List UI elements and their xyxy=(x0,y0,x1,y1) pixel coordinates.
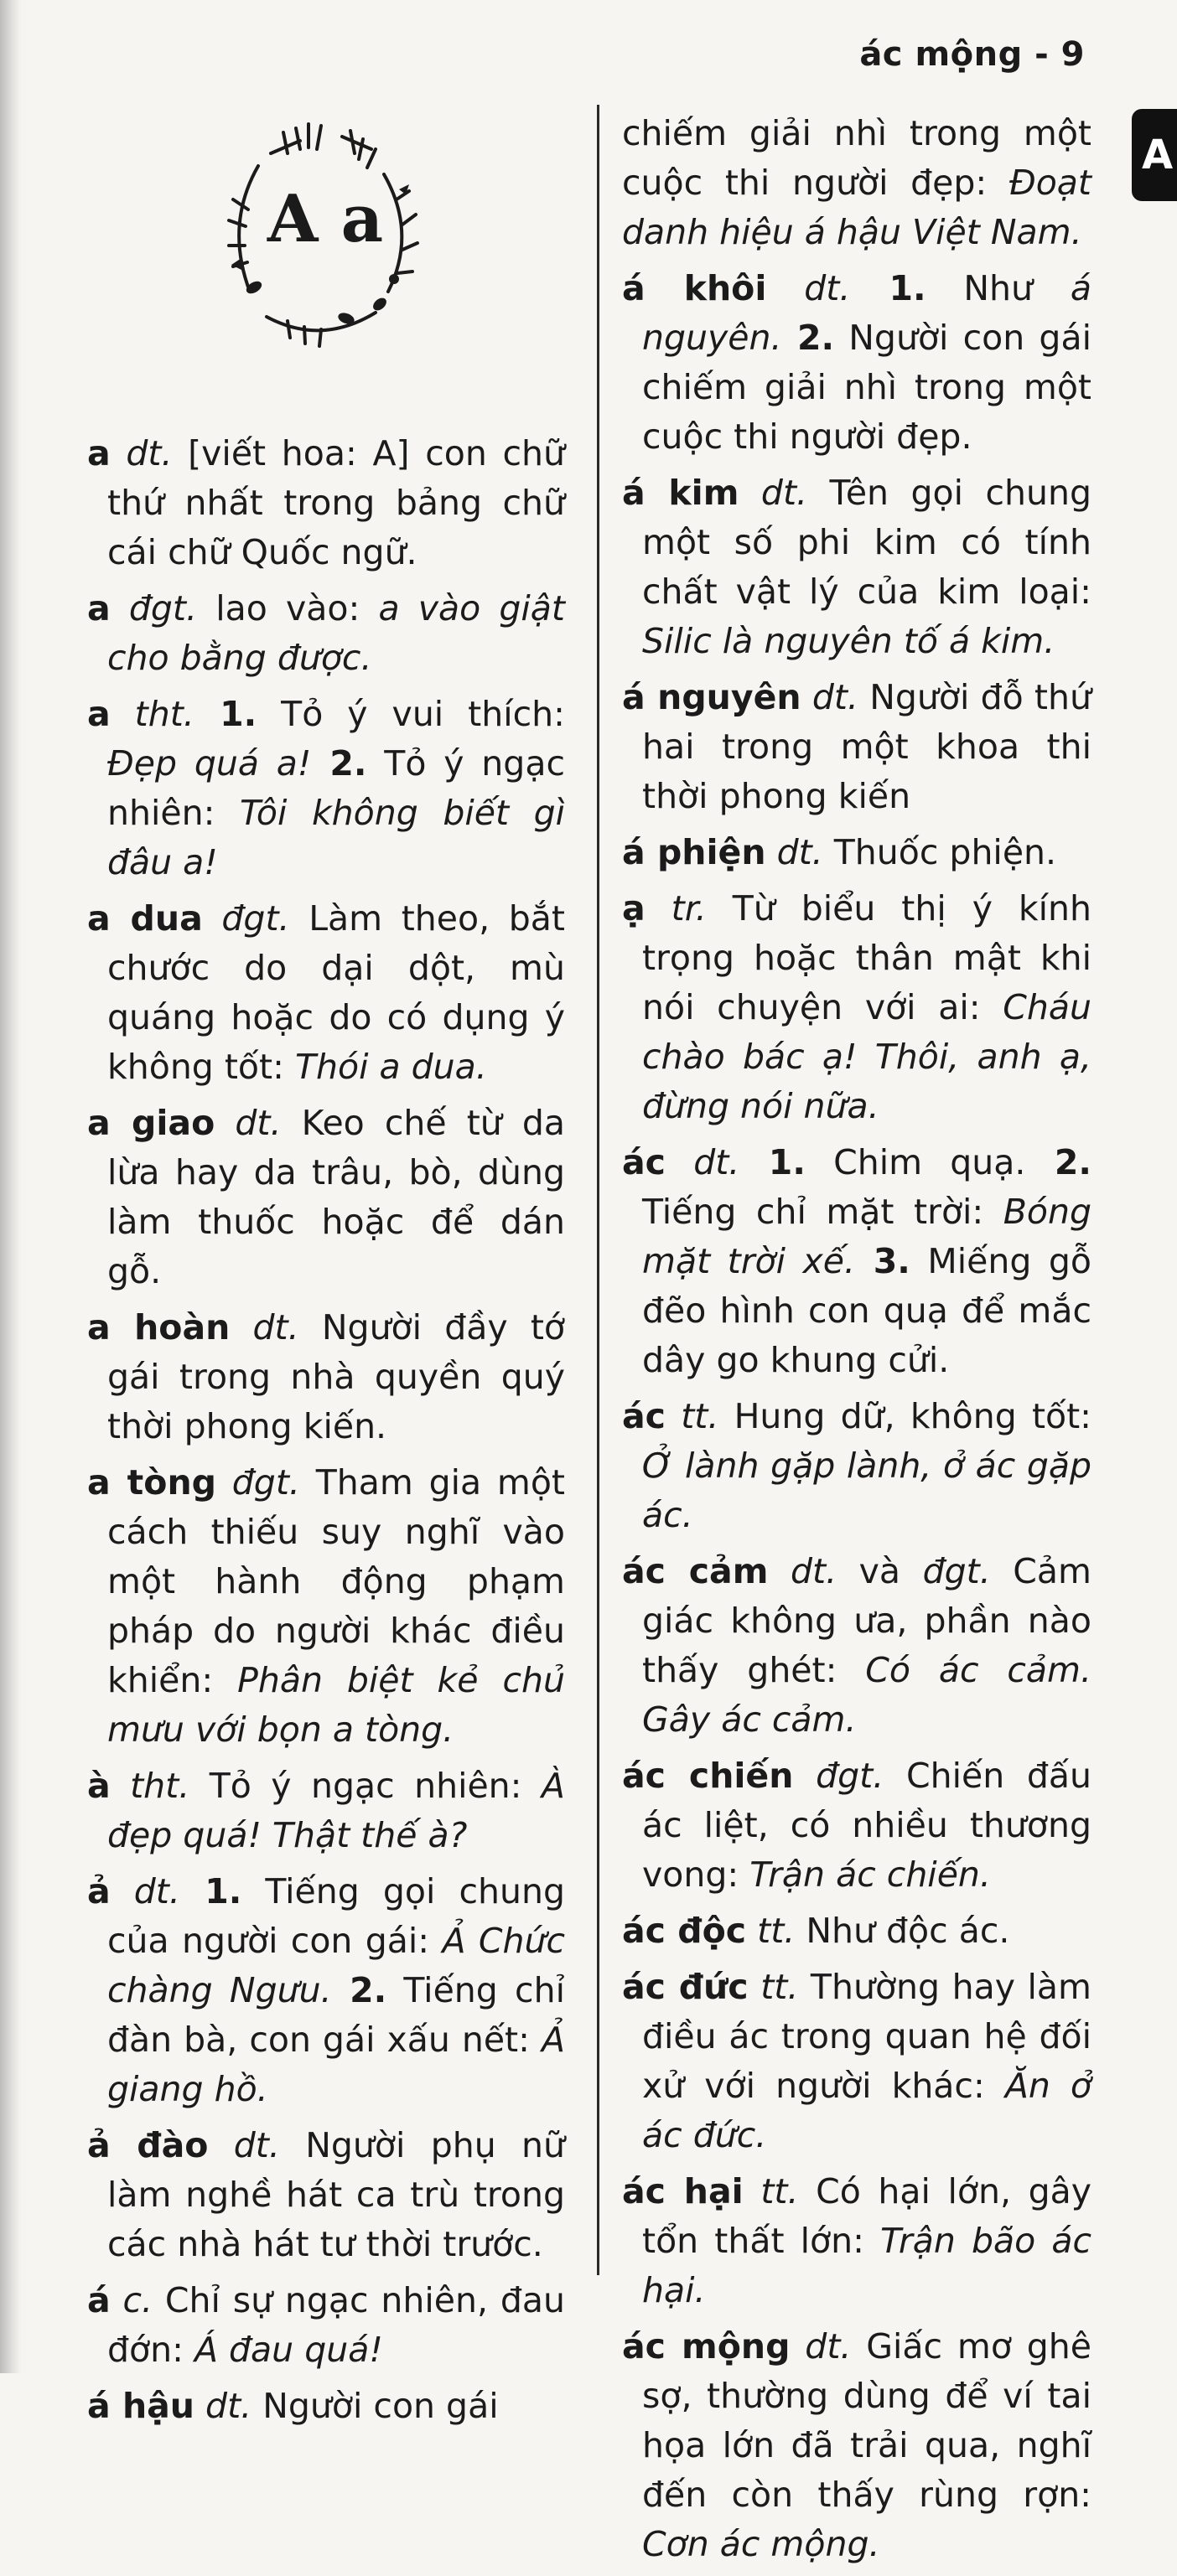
sense-number: 3. xyxy=(855,1241,910,1281)
definition: [viết hoa: A] con chữ thứ nhất trong bảng chữ cái chữ Quốc ngữ. xyxy=(107,433,565,572)
part-of-speech: tt. xyxy=(681,1396,719,1436)
headword: ác độc xyxy=(622,1911,747,1951)
entry xyxy=(622,2167,1091,2315)
entry xyxy=(87,1458,565,1755)
headword: a xyxy=(87,588,111,628)
entry xyxy=(87,584,565,683)
example: Bóng mặt trời xế. xyxy=(642,1192,1091,1281)
entry xyxy=(622,1906,1091,1956)
part-of-speech: dt. xyxy=(205,2386,252,2426)
headword: á khôi xyxy=(622,268,767,308)
headword: ạ xyxy=(622,888,646,928)
definition: Tiếng chỉ đàn bà, con gái xấu nết: xyxy=(107,1970,565,2060)
example: Silic là nguyên tố á kim. xyxy=(642,621,1055,661)
example: Phân biệt kẻ chủ mưu với bọn a tòng. xyxy=(107,1660,565,1750)
headword: a hoàn xyxy=(87,1307,231,1347)
definition: Làm theo, bắt chước do dại dột, mù quáng hoặc do có dụng ý không tốt: xyxy=(107,898,565,1087)
right-column xyxy=(622,109,1091,2576)
part-of-speech: dt. xyxy=(252,1307,299,1347)
left-column xyxy=(87,429,565,2438)
definition: Người con gái xyxy=(251,2386,499,2426)
sense-number: 2. xyxy=(781,318,835,358)
definition: Người con gái chiếm giải nhì trong một cuộc thi người đẹp. xyxy=(642,318,1091,457)
part-of-speech: tr. xyxy=(671,888,707,928)
headword: ác đức xyxy=(622,1967,749,2007)
part-of-speech: đgt. xyxy=(221,898,290,939)
entry xyxy=(622,884,1091,1131)
part-of-speech: dt. xyxy=(693,1142,740,1182)
sense-number: 2. xyxy=(331,1970,387,2010)
part-of-speech: tt. xyxy=(757,1911,796,1951)
entry xyxy=(87,429,565,577)
sense-number: 1. xyxy=(194,694,257,734)
entry xyxy=(622,2322,1091,2569)
entry xyxy=(87,1867,565,2114)
example: Cơn ác mộng. xyxy=(642,2524,880,2564)
part-of-speech: dt. xyxy=(804,268,851,308)
emblem-letters: A a xyxy=(267,181,384,257)
entry xyxy=(622,828,1091,877)
part-of-speech: dt. xyxy=(126,433,173,473)
headword: ác xyxy=(622,1142,666,1182)
example: Ở lành gặp lành, ở ác gặp ác. xyxy=(642,1446,1091,1535)
entry xyxy=(622,1547,1091,1745)
headword: á xyxy=(87,2280,111,2320)
part-of-speech: c. xyxy=(122,2280,153,2320)
headword: ác xyxy=(622,1396,666,1436)
entry xyxy=(87,2276,565,2375)
headword: ả đào xyxy=(87,2125,209,2165)
entry xyxy=(87,1303,565,1451)
definition: Tiếng chỉ mặt trời: xyxy=(642,1192,1003,1232)
entry xyxy=(622,468,1091,666)
example: Thói a dua. xyxy=(294,1047,487,1087)
definition: Tiếng gọi chung của người con gái: xyxy=(107,1871,565,1961)
definition: và xyxy=(837,1551,923,1591)
definition: Chim quạ. xyxy=(805,1142,1026,1182)
headword: a dua xyxy=(87,898,203,939)
sense-number: 1. xyxy=(179,1871,242,1911)
entry xyxy=(87,2121,565,2269)
definition: Miếng gỗ đẽo hình con quạ để mắc dây go khung cửi. xyxy=(642,1241,1091,1380)
part-of-speech: tt. xyxy=(760,1967,799,2007)
example: Trận bão ác hại. xyxy=(642,2221,1092,2310)
definition: Người phụ nữ làm nghề hát ca trù trong các nhà hát tư thời trước. xyxy=(107,2125,565,2264)
headword: á hậu xyxy=(87,2386,194,2426)
letter-emblem xyxy=(208,107,434,350)
part-of-speech: dt. xyxy=(133,1871,180,1911)
entry xyxy=(87,1761,565,1860)
entry xyxy=(622,264,1091,462)
headword: a xyxy=(87,433,111,473)
part-of-speech: tht. xyxy=(134,694,194,734)
example: Á đau quá! xyxy=(194,2330,383,2370)
definition: Chỉ sự ngạc nhiên, đau đớn: xyxy=(107,2280,565,2370)
sense-number: 1. xyxy=(739,1142,806,1182)
definition: Hung dữ, không tốt: xyxy=(718,1396,1091,1436)
example: Trận ác chiến. xyxy=(749,1854,991,1895)
example: Ả Chức chàng Ngưu. xyxy=(107,1921,565,2010)
part-of-speech: dt. xyxy=(760,473,808,513)
part-of-speech: dt. xyxy=(233,2125,280,2165)
definition: Tỏ ý ngạc nhiên: xyxy=(189,1766,542,1806)
definition: Tên gọi chung một số phi kim có tính chất vật lý của kim loại: xyxy=(642,473,1091,612)
example: Ả giang hồ. xyxy=(107,2020,565,2109)
definition: Tham gia một cách thiếu suy nghĩ vào một hành động phạm pháp do người khác điều khiển: xyxy=(107,1462,565,1700)
part-of-speech: dt. xyxy=(811,677,858,717)
headword: ác chiến xyxy=(622,1756,794,1796)
definition: Cảm giác không ưa, phần nào thấy ghét: xyxy=(642,1551,1091,1690)
headword: ác mộng xyxy=(622,2326,791,2367)
headword: á nguyên xyxy=(622,677,801,717)
definition: Keo chế từ da lừa hay da trâu, bò, dùng làm thuốc hoặc để dán gỗ. xyxy=(107,1103,565,1291)
definition: Tỏ ý ngạc nhiên: xyxy=(107,743,565,833)
headword: á kim xyxy=(622,473,739,513)
example: Có ác cảm. Gây ác cảm. xyxy=(642,1650,1091,1740)
example: À đẹp quá! Thật thế à? xyxy=(107,1766,565,1855)
part-of-speech: đgt. xyxy=(128,588,198,628)
definition: lao vào: xyxy=(197,588,379,628)
entry xyxy=(622,1392,1091,1540)
sense-number: 2. xyxy=(1025,1142,1091,1182)
part-of-speech: đgt. xyxy=(231,1462,300,1503)
headword: a tòng xyxy=(87,1462,216,1503)
headword: ác cảm xyxy=(622,1551,769,1591)
column-divider xyxy=(597,105,599,2275)
part-of-speech: dt. xyxy=(776,832,823,872)
definition: Như xyxy=(926,268,1071,308)
definition: Người đỗ thứ hai trong một khoa thi thời phong kiến xyxy=(642,677,1091,816)
part-of-speech: tt. xyxy=(760,2171,799,2211)
example: Đoạt danh hiệu á hậu Việt Nam. xyxy=(622,163,1091,252)
example: Ăn ở ác đức. xyxy=(642,2066,1091,2155)
definition: chiếm giải nhì trong một cuộc thi người đẹp: xyxy=(622,113,1091,203)
thumb-index-tab: A xyxy=(1132,109,1177,201)
entry xyxy=(622,673,1091,821)
part-of-speech: dt. xyxy=(805,2326,852,2367)
entry xyxy=(87,690,565,887)
definition: Giấc mơ ghê sợ, thường dùng để ví tai họa lớn đã trải qua, nghĩ đến còn thấy rùng rợn: xyxy=(642,2326,1091,2515)
headword: ác hại xyxy=(622,2171,744,2211)
entry xyxy=(87,894,565,1092)
book-spine-shadow xyxy=(0,0,22,2373)
entry xyxy=(87,1099,565,1296)
example: á nguyên. xyxy=(642,268,1091,358)
headword: ả xyxy=(87,1871,111,1911)
running-head: ác mộng - 9 xyxy=(859,35,1085,74)
definition: Người đầy tớ gái trong nhà quyền quý thời phong kiến. xyxy=(107,1307,565,1446)
headword: à xyxy=(87,1766,111,1806)
sense-number: 2. xyxy=(311,743,367,784)
part-of-speech: dt. xyxy=(235,1103,282,1143)
part-of-speech: đgt. xyxy=(922,1551,991,1591)
part-of-speech: tht. xyxy=(130,1766,190,1806)
example: Cháu chào bác ạ! Thôi, anh ạ, đừng nói nữa. xyxy=(642,987,1091,1126)
headword: a giao xyxy=(87,1103,215,1143)
definition: Có hại lớn, gây tổn thất lớn: xyxy=(642,2171,1091,2261)
example: a vào giật cho bằng được. xyxy=(107,588,565,678)
entry xyxy=(87,2382,565,2431)
entry xyxy=(622,1963,1091,2160)
part-of-speech: dt. xyxy=(790,1551,837,1591)
definition: Như độc ác. xyxy=(795,1911,1010,1951)
definition: Thuốc phiện. xyxy=(822,832,1057,872)
entry xyxy=(622,1138,1091,1385)
example: Tôi không biết gì đâu a! xyxy=(107,793,565,882)
part-of-speech: đgt. xyxy=(816,1756,884,1796)
definition: Tỏ ý vui thích: xyxy=(257,694,565,734)
headword: a xyxy=(87,694,111,734)
definition: Từ biểu thị ý kính trọng hoặc thân mật khi nói chuyện với ai: xyxy=(642,888,1091,1027)
example: Đẹp quá a! xyxy=(107,743,312,784)
definition: Thường hay làm điều ác trong quan hệ đối xử với người khác: xyxy=(642,1967,1091,2106)
headword: á phiện xyxy=(622,832,766,872)
sense-number: 1. xyxy=(850,268,926,308)
entry-continuation xyxy=(622,109,1091,257)
entry xyxy=(622,1751,1091,1900)
definition: Chiến đấu ác liệt, có nhiều thương vong: xyxy=(642,1756,1091,1895)
